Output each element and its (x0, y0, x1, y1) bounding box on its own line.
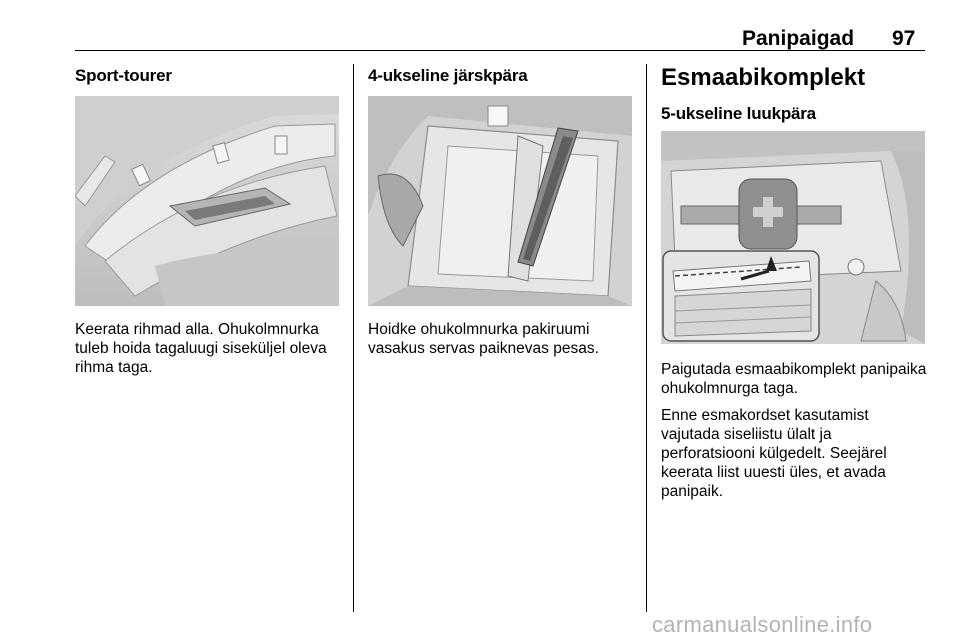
column-divider-left (353, 64, 354, 612)
section-heading-sport-tourer: Sport-tourer (75, 66, 172, 85)
watermark: carmanualsonline.info (652, 612, 873, 637)
paragraph: Keerata rihmad alla. Ohukolmnurka tuleb hoida tagaluugi siseküljel oleva rihma taga. (75, 321, 327, 376)
section-heading-5-door-hatchback: 5-ukseline luukpära (661, 104, 816, 123)
section-title-first-aid-kit: Esmaabikomplekt (661, 64, 866, 91)
paragraph: Hoidke ohukolmnurka pakiruumi vasakus servas paiknevas pesas. (368, 321, 599, 357)
body-text-first-aid-kit (661, 360, 929, 509)
body-text-4-door-sedan (368, 320, 638, 366)
column-divider-right (646, 64, 647, 612)
page-number: 97 (892, 27, 916, 50)
paragraph: Paigutada esmaabikomplekt panipaika ohukolmnurga taga. (661, 361, 927, 397)
paragraph: Enne esmakordset kasutamist vajutada siseliistu ülalt ja perforatsiooni külgedelt. Seejärel keerata liist uuesti üles, et avada panipaik. (661, 407, 887, 500)
section-heading-4-door-sedan: 4-ukseline järskpära (368, 66, 528, 85)
illustration-first-aid-kit-compartment (661, 131, 925, 344)
body-text-sport-tourer (75, 320, 345, 385)
illustration-sport-tourer-tailgate (75, 96, 339, 306)
header-rule (75, 50, 925, 51)
running-header-title: Panipaigad (742, 27, 855, 50)
illustration-sedan-trunk (368, 96, 632, 306)
